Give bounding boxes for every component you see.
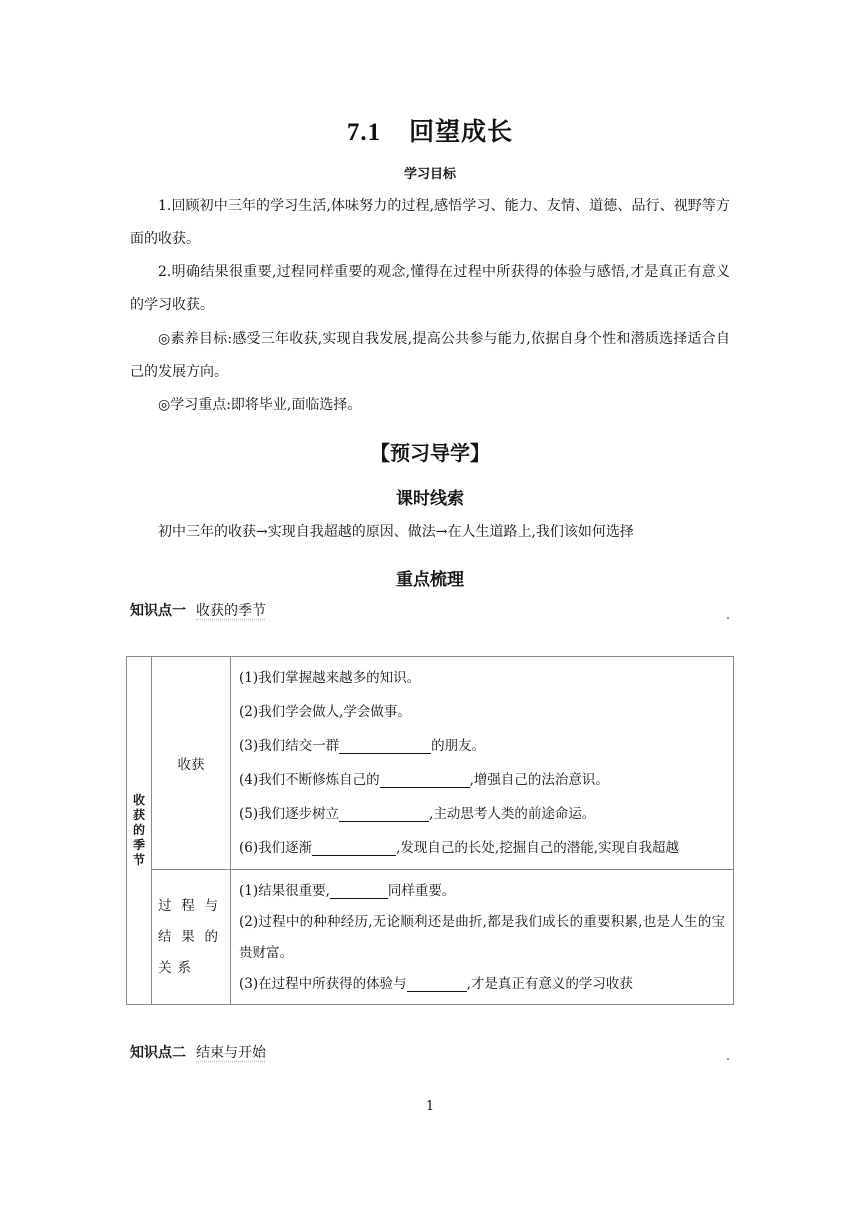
lesson-number: 7.1 [346,119,382,146]
fill-blank[interactable] [339,803,429,822]
list-item: (6)我们逐渐 ,发现自己的长处,挖掘自己的潜能,实现自我超越 [239,831,725,865]
kp1-label: 知识点一 [130,603,186,619]
table-side-label [127,657,152,1005]
fill-blank[interactable] [339,735,431,754]
objective-1: 1.回顾初中三年的学习生活,体味努力的过程,感悟学习、能力、友情、道德、品行、视野等方面的收获。 [130,198,730,247]
section-preview-heading: 【预习导学】 [370,441,490,465]
clue-text: 初中三年的收获→实现自我超越的原因、做法→在人生道路上,我们该如何选择 [158,524,634,540]
side-label-text: 收 获 的 季 节 [132,793,145,867]
fill-blank[interactable] [380,769,470,788]
knowledge-point-2 [130,1042,266,1062]
knowledge-table [126,656,734,1005]
lesson-title [0,112,860,148]
marker-dot [727,1058,729,1060]
list-item: (3)在过程中所获得的体验与 ,才是真正有意义的学习收获 [239,969,725,1000]
objective-focus: ◎学习重点:即将毕业,面临选择。 [158,397,362,413]
objective-2: 2.明确结果很重要,过程同样重要的观念,懂得在过程中所获得的体验与感悟,才是真正有意义的学习收获。 [130,264,730,313]
list-item: (5)我们逐步树立 ,主动思考人类的前途命运。 [239,797,725,831]
items-cell [231,657,734,870]
lesson-title-text: 回望成长 [409,117,514,146]
table-row [127,657,734,870]
section-key-heading: 重点梳理 [396,570,464,590]
fill-blank[interactable] [407,973,467,992]
kp2-label: 知识点二 [130,1045,186,1061]
kp2-name: 结束与开始 [196,1045,266,1061]
kp1-name: 收获的季节 [196,603,266,619]
list-item: (2)过程中的种种经历,无论顺利还是曲折,都是我们成长的重要积累,也是人生的宝贵财富。 [239,914,725,961]
objectives-heading: 学习目标 [403,167,456,182]
section-clue-heading: 课时线索 [396,489,464,509]
items-cell [231,870,734,1005]
fill-blank[interactable] [330,880,388,899]
category-cell: 收获 [152,657,231,870]
list-item: (1)我们掌握越来越多的知识。 [239,670,421,686]
knowledge-point-1 [130,600,266,620]
page-number: 1 [425,1099,435,1114]
list-item: (3)我们结交一群 的朋友。 [239,729,725,763]
category-cell: 过程与结果的关系 [152,870,231,1005]
marker-dot [727,617,729,619]
list-item: (1)结果很重要, 同样重要。 [239,876,725,907]
list-item: (2)我们学会做人,学会做事。 [239,704,411,720]
objective-literacy: ◎素养目标:感受三年收获,实现自我发展,提高公共参与能力,依据自身个性和潜质选择适合自己的发展方向。 [130,331,730,380]
table-row [127,870,734,1005]
list-item: (4)我们不断修炼自己的 ,增强自己的法治意识。 [239,763,725,797]
fill-blank[interactable] [312,837,396,856]
